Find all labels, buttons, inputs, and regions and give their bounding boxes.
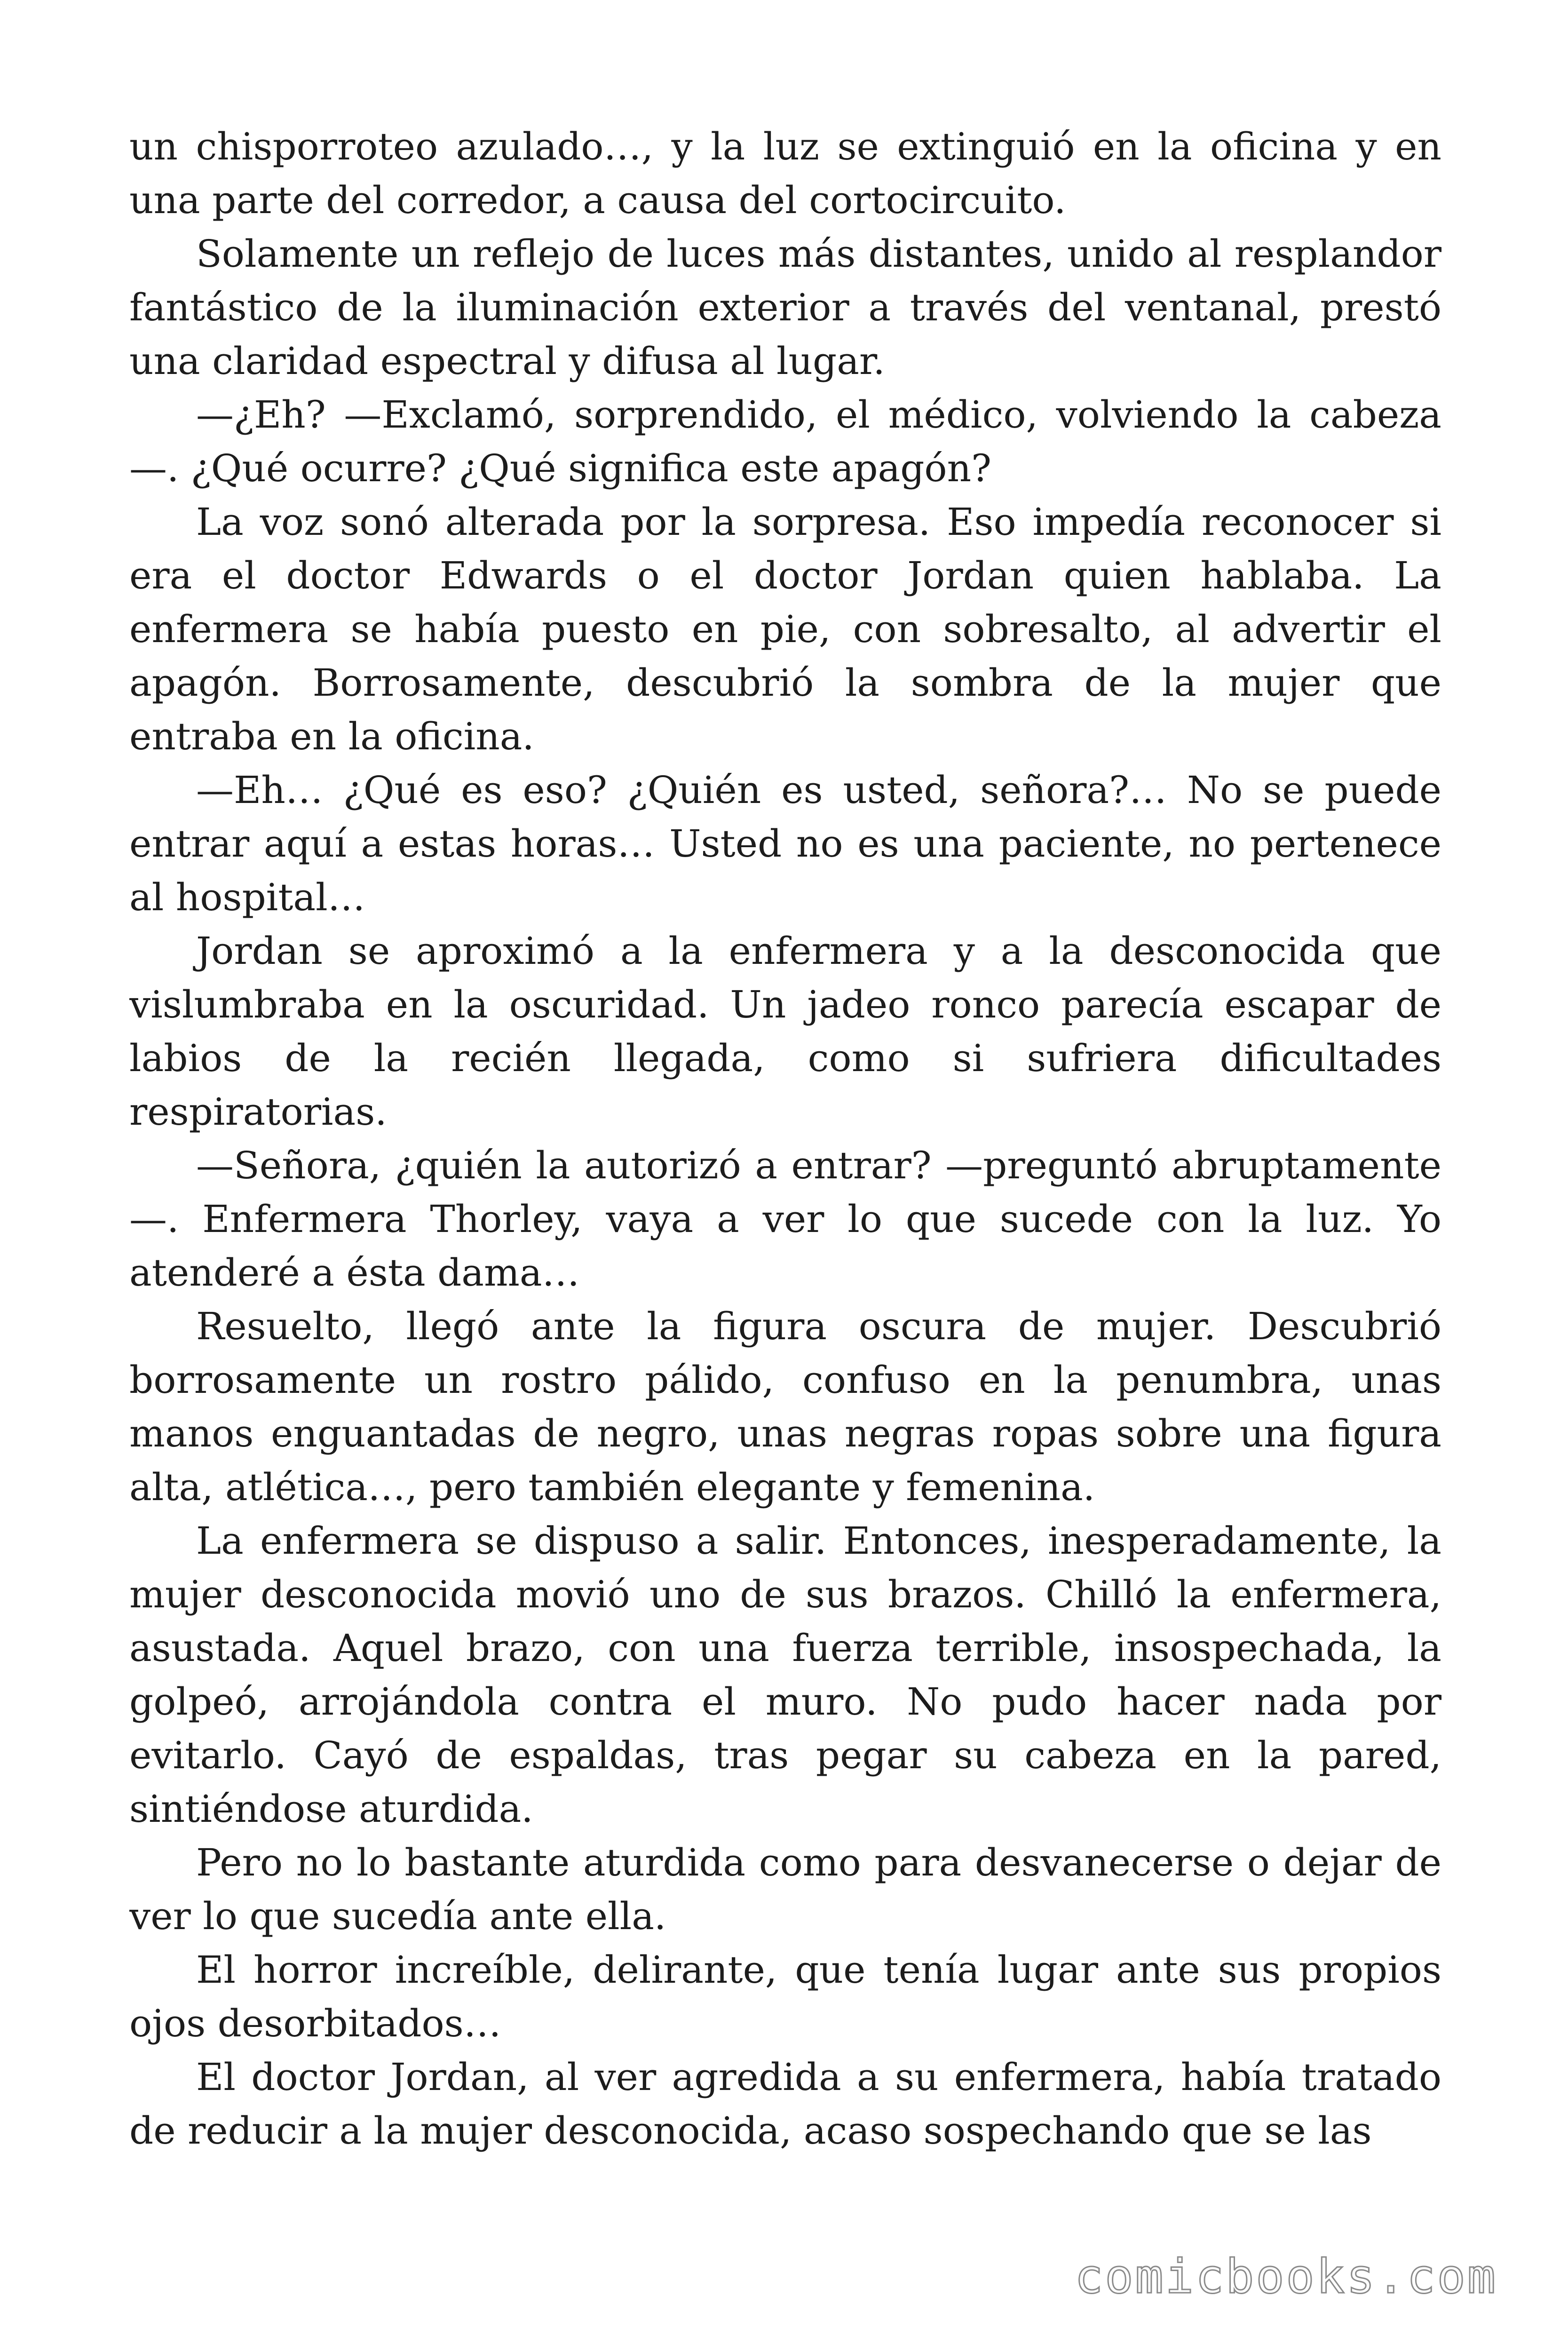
paragraph: Solamente un reflejo de luces más distantes, unido al resplandor fantástico de la iluminación exterior a través del ventanal, prestó una claridad espectral y difusa al lugar. (129, 232, 1441, 383)
paragraph: La voz sonó alterada por la sorpresa. Eso impedía reconocer si era el doctor Edwards o el doctor Jordan quien hablaba. La enfermera se había puesto en pie, con sobresalto, al advertir el apagón. Borrosamente, descubrió la sombra de la mujer que entraba en la oficina. (129, 500, 1441, 758)
paragraph: —¿Eh? —Exclamó, sorprendido, el médico, volviendo la cabeza —. ¿Qué ocurre? ¿Qué significa este apagón? (129, 393, 1441, 490)
paragraph: un chisporroteo azulado…, y la luz se extinguió en la oficina y en una parte del corredor, a causa del cortocircuito. (129, 125, 1441, 222)
paragraph: Pero no lo bastante aturdida como para desvanecerse o dejar de ver lo que sucedía ante ella. (129, 1841, 1441, 1938)
paragraph: El horror increíble, delirante, que tenía lugar ante sus propios ojos desorbitados… (129, 1948, 1441, 2045)
paragraph: Resuelto, llegó ante la figura oscura de mujer. Descubrió borrosamente un rostro pálido, confuso en la penumbra, unas manos enguantadas de negro, unas negras ropas sobre una figura alta, atlética…, pero también elegante y femenina. (129, 1304, 1441, 1509)
body-text (129, 120, 1441, 2158)
paragraph: El doctor Jordan, al ver agredida a su enfermera, había tratado de reducir a la mujer desconocida, acaso sospechando que se las (129, 2055, 1441, 2153)
paragraph: La enfermera se dispuso a salir. Entonces, inesperadamente, la mujer desconocida movió uno de sus brazos. Chilló la enfermera, asustada. Aquel brazo, con una fuerza terrible, insospechada, la golpeó, arrojándola contra el muro. No pudo hacer nada por evitarlo. Cayó de espaldas, tras pegar su cabeza en la pared, sintiéndose aturdida. (129, 1519, 1441, 1831)
book-page (129, 120, 1441, 2190)
watermark: comicbooks.com (1075, 2249, 1497, 2304)
paragraph: —Eh… ¿Qué es eso? ¿Quién es usted, señora?… No se puede entrar aquí a estas horas… Usted no es una paciente, no pertenece al hospital… (129, 768, 1441, 919)
paragraph: Jordan se aproximó a la enfermera y a la desconocida que vislumbraba en la oscuridad. Un jadeo ronco parecía escapar de labios de la recién llegada, como si sufriera dificultades respiratorias. (129, 929, 1441, 1134)
paragraph: —Señora, ¿quién la autorizó a entrar? —preguntó abruptamente —. Enfermera Thorley, vaya a ver lo que sucede con la luz. Yo atenderé a ésta dama… (129, 1144, 1441, 1295)
